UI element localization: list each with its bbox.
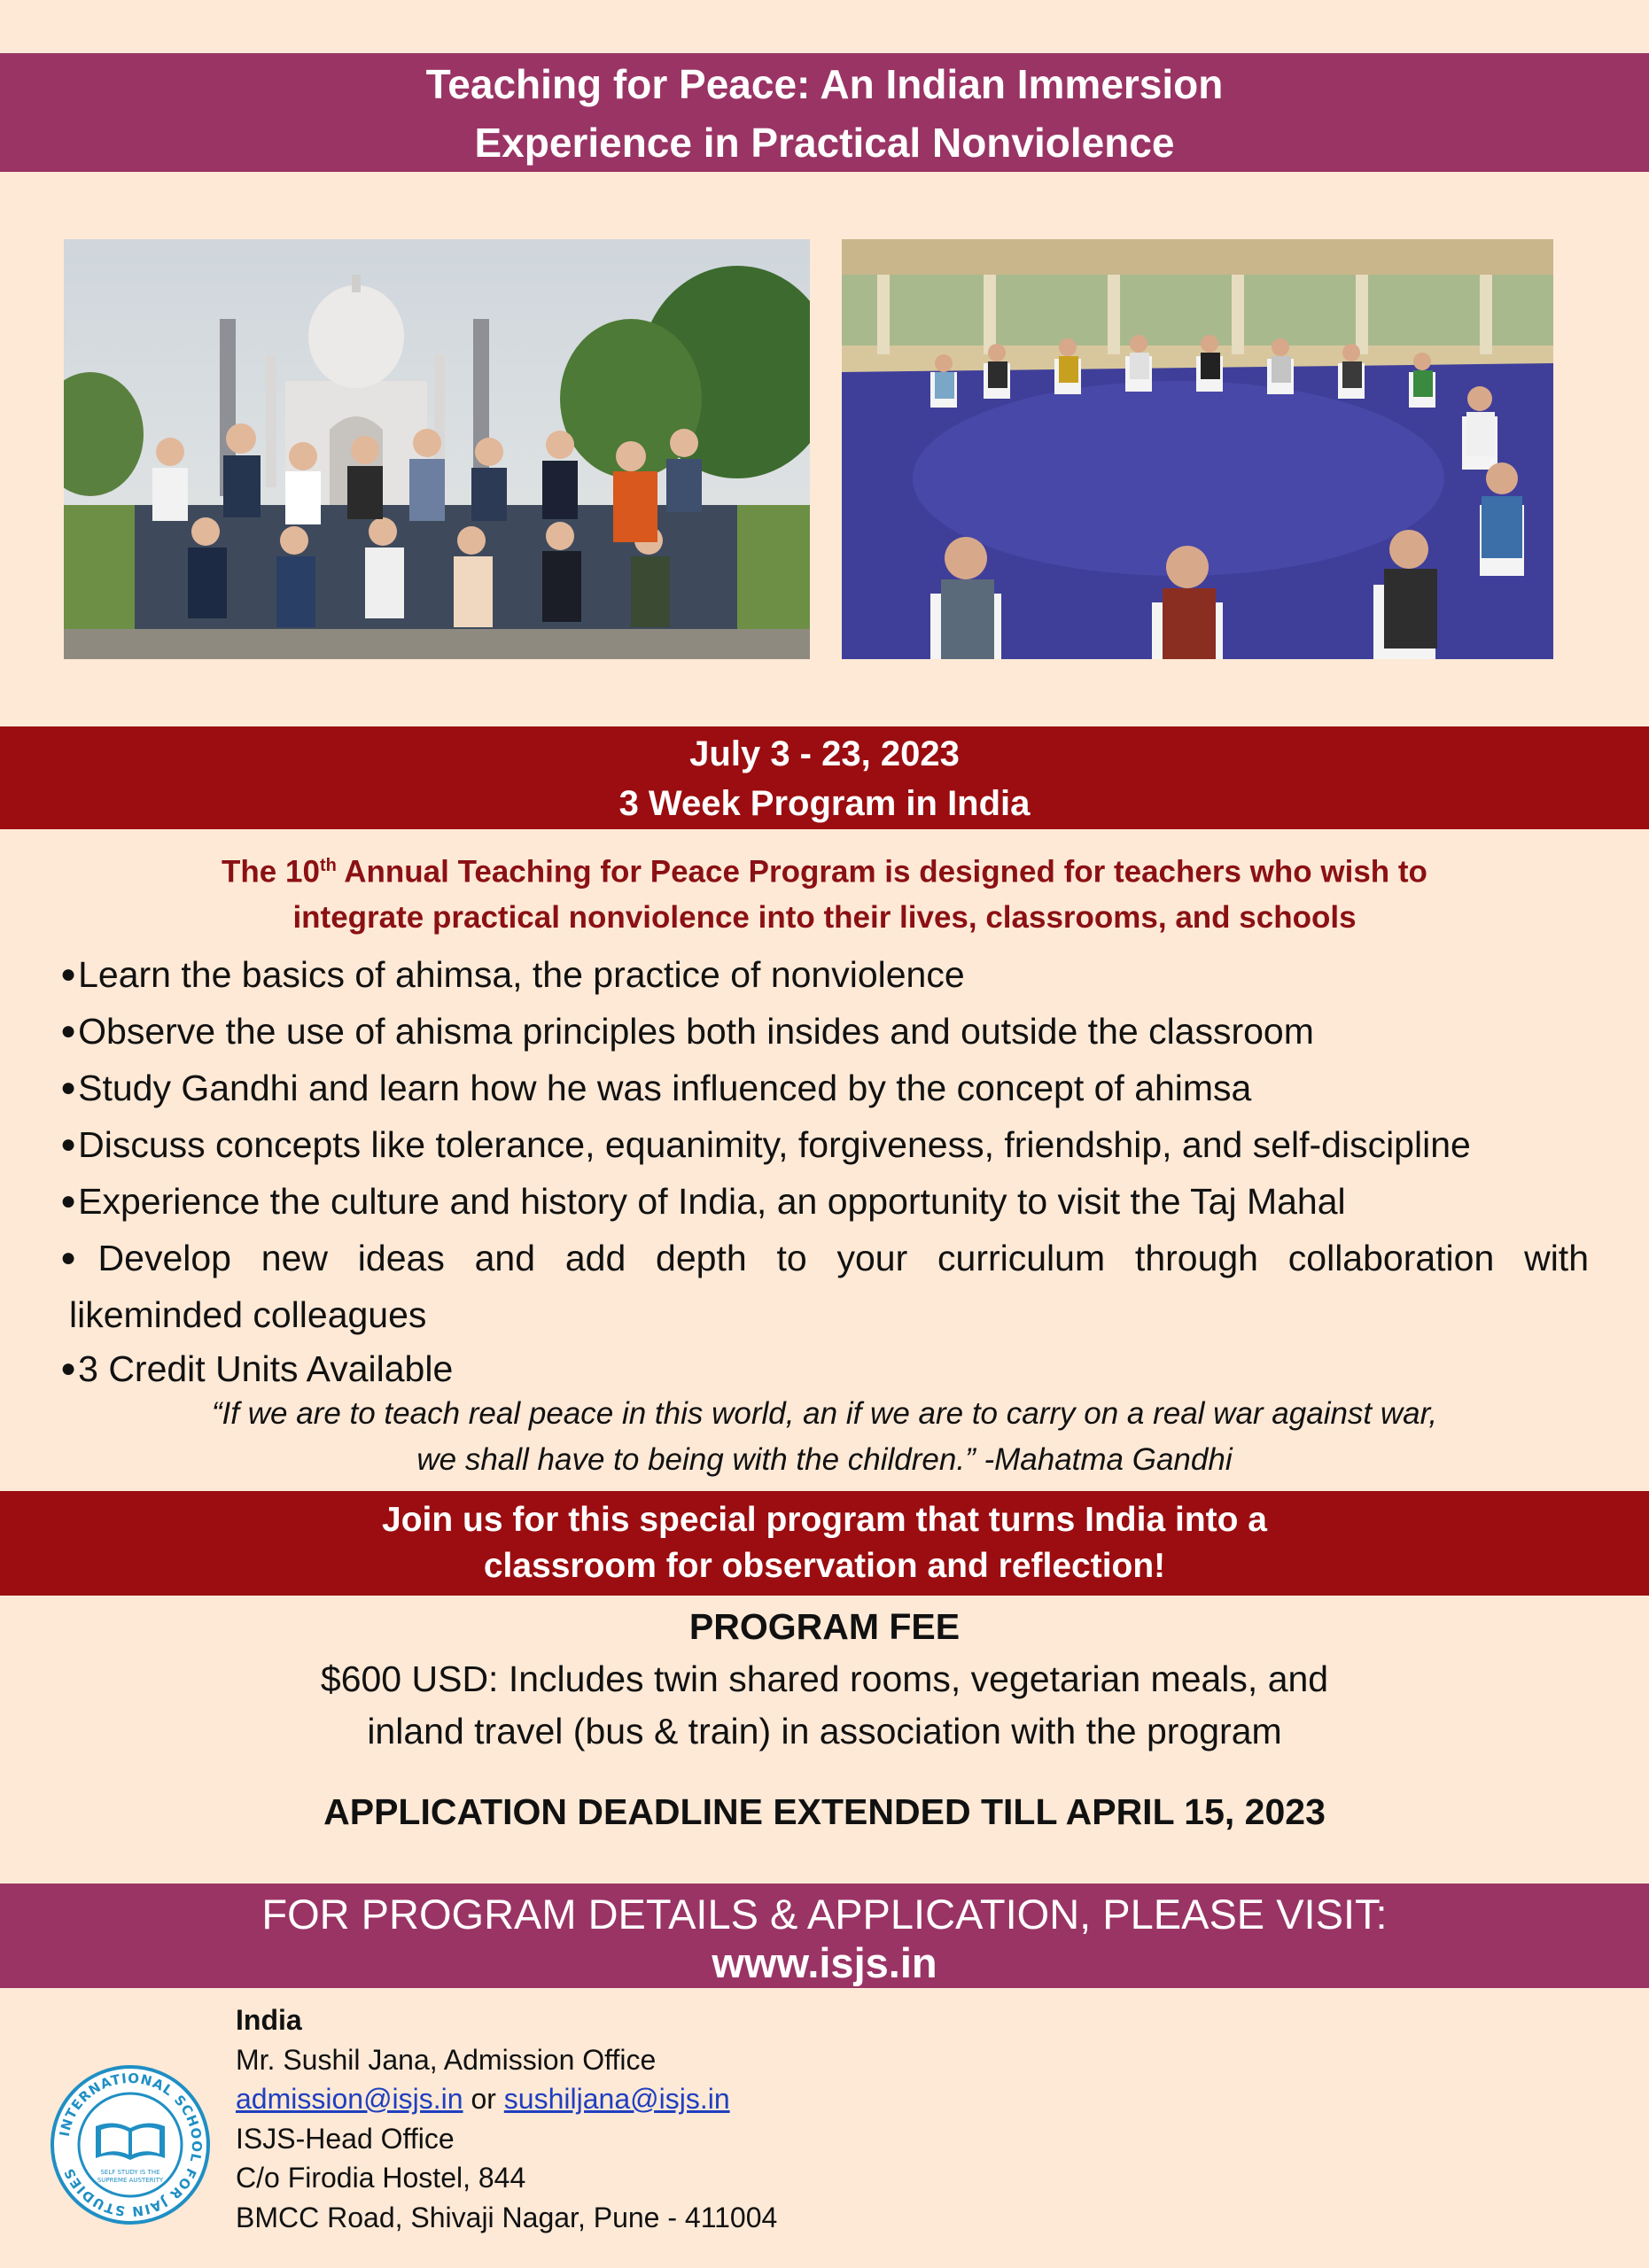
- admission-email-link[interactable]: admission@isjs.in: [236, 2083, 463, 2115]
- sushiljana-email-link[interactable]: sushiljana@isjs.in: [503, 2083, 730, 2115]
- bullet-item: [60, 1005, 1589, 1061]
- bullet-icon: ●: [60, 1186, 77, 1216]
- bullet-icon: ●: [60, 1130, 77, 1160]
- join-line-2: classroom for observation and reflection!: [483, 1547, 1166, 1585]
- website-link[interactable]: www.isjs.in: [712, 1939, 937, 1986]
- join-banner: [0, 1491, 1649, 1596]
- date-banner: [0, 726, 1649, 829]
- address-line-3: BMCC Road, Shivaji Nagar, Pune - 411004: [236, 2201, 778, 2233]
- application-deadline: APPLICATION DEADLINE EXTENDED TILL APRIL 15, 2023: [323, 1791, 1326, 1832]
- bullet-icon: ●: [60, 1016, 77, 1046]
- title-banner: [0, 53, 1649, 172]
- bullet-item: [60, 948, 1589, 1005]
- bullet-text: Learn the basics of ahimsa, the practice of nonviolence: [78, 954, 965, 995]
- contact-emails: [236, 2079, 777, 2119]
- address-line-1: ISJS-Head Office: [236, 2122, 455, 2155]
- title-line-1: Teaching for Peace: An Indian Immersion: [425, 61, 1224, 107]
- program-intro: [0, 843, 1649, 940]
- bullet-text: Develop new ideas and add depth to your curriculum through collaboration with: [97, 1237, 1589, 1278]
- isjs-logo: [50, 2064, 211, 2225]
- intro-line-1: [0, 843, 1649, 895]
- contact-name: Mr. Sushil Jana, Admission Office: [236, 2043, 657, 2076]
- bullet-text: Study Gandhi and learn how he was influenced by the concept of ahimsa: [78, 1067, 1252, 1108]
- email-separator: or: [463, 2083, 504, 2115]
- bullet-item: [60, 1175, 1589, 1231]
- bullet-item-continuation: [60, 1288, 1589, 1343]
- logo-inner-text-2: SUPREME AUSTERITY: [97, 2177, 164, 2184]
- contact-region: India: [236, 2004, 302, 2036]
- taj-mahal-group-photo: [64, 239, 810, 659]
- visit-banner: [0, 1884, 1649, 1988]
- taj-mahal-group-image: [64, 239, 810, 659]
- intro-line-2: integrate practical nonviolence into their lives, classrooms, and schools: [292, 899, 1357, 935]
- bullet-text: 3 Credit Units Available: [78, 1348, 454, 1390]
- program-fee-line-2: inland travel (bus & train) in association with the program: [367, 1711, 1282, 1751]
- program-fee-title: PROGRAM FEE: [688, 1606, 961, 1647]
- bullet-text: Observe the use of ahisma principles both insides and outside the classroom: [78, 1010, 1314, 1052]
- address-line-2: C/o Firodia Hostel, 844: [236, 2162, 526, 2194]
- logo-ring-text: INTERNATIONAL SCHOOL FOR JAIN STUDIES: [56, 2070, 206, 2220]
- program-highlights-list: [60, 948, 1589, 1399]
- contact-info: [236, 2000, 777, 2237]
- isjs-logo-icon: [50, 2064, 211, 2225]
- bullet-item: [60, 1231, 1589, 1288]
- bullet-icon: ●: [60, 1073, 77, 1103]
- program-fee-line-1: $600 USD: Includes twin shared rooms, vegetarian meals, and: [320, 1658, 1329, 1699]
- bullet-text-continuation: likeminded colleagues: [69, 1293, 427, 1335]
- date-range: July 3 - 23, 2023: [689, 734, 960, 773]
- bullet-icon: ●: [60, 959, 77, 990]
- intro-ordinal-suffix: th: [319, 856, 337, 875]
- quote-line-2: we shall have to being with the children.” -Mahatma Gandhi: [416, 1442, 1233, 1477]
- intro-line-1-rest: Annual Teaching for Peace Program is designed for teachers who wish to: [336, 854, 1427, 889]
- discussion-circle-photo: [842, 239, 1553, 659]
- bullet-text: Discuss concepts like tolerance, equanimity, forgiveness, friendship, and self-discipline: [78, 1123, 1471, 1165]
- bullet-item: [60, 1118, 1589, 1175]
- title-line-2: Experience in Practical Nonviolence: [474, 120, 1175, 166]
- intro-prefix: The 10: [222, 854, 320, 889]
- gandhi-quote: [0, 1391, 1649, 1483]
- bullet-item: [60, 1061, 1589, 1118]
- visit-line: FOR PROGRAM DETAILS & APPLICATION, PLEASE VISIT:: [261, 1891, 1388, 1938]
- quote-line-1: “If we are to teach real peace in this world, an if we are to carry on a real war against war,: [211, 1396, 1438, 1431]
- program-fee-section: [0, 1600, 1649, 1758]
- logo-inner-text-1: SELF STUDY IS THE: [100, 2169, 160, 2176]
- discussion-circle-image: [842, 239, 1553, 659]
- join-line-1: Join us for this special program that turns India into a: [382, 1501, 1267, 1539]
- bullet-text: Experience the culture and history of India, an opportunity to visit the Taj Mahal: [78, 1180, 1346, 1222]
- bullet-icon: ●: [60, 1354, 77, 1384]
- bullet-icon: ●: [60, 1243, 97, 1273]
- program-duration: 3 Week Program in India: [618, 784, 1031, 823]
